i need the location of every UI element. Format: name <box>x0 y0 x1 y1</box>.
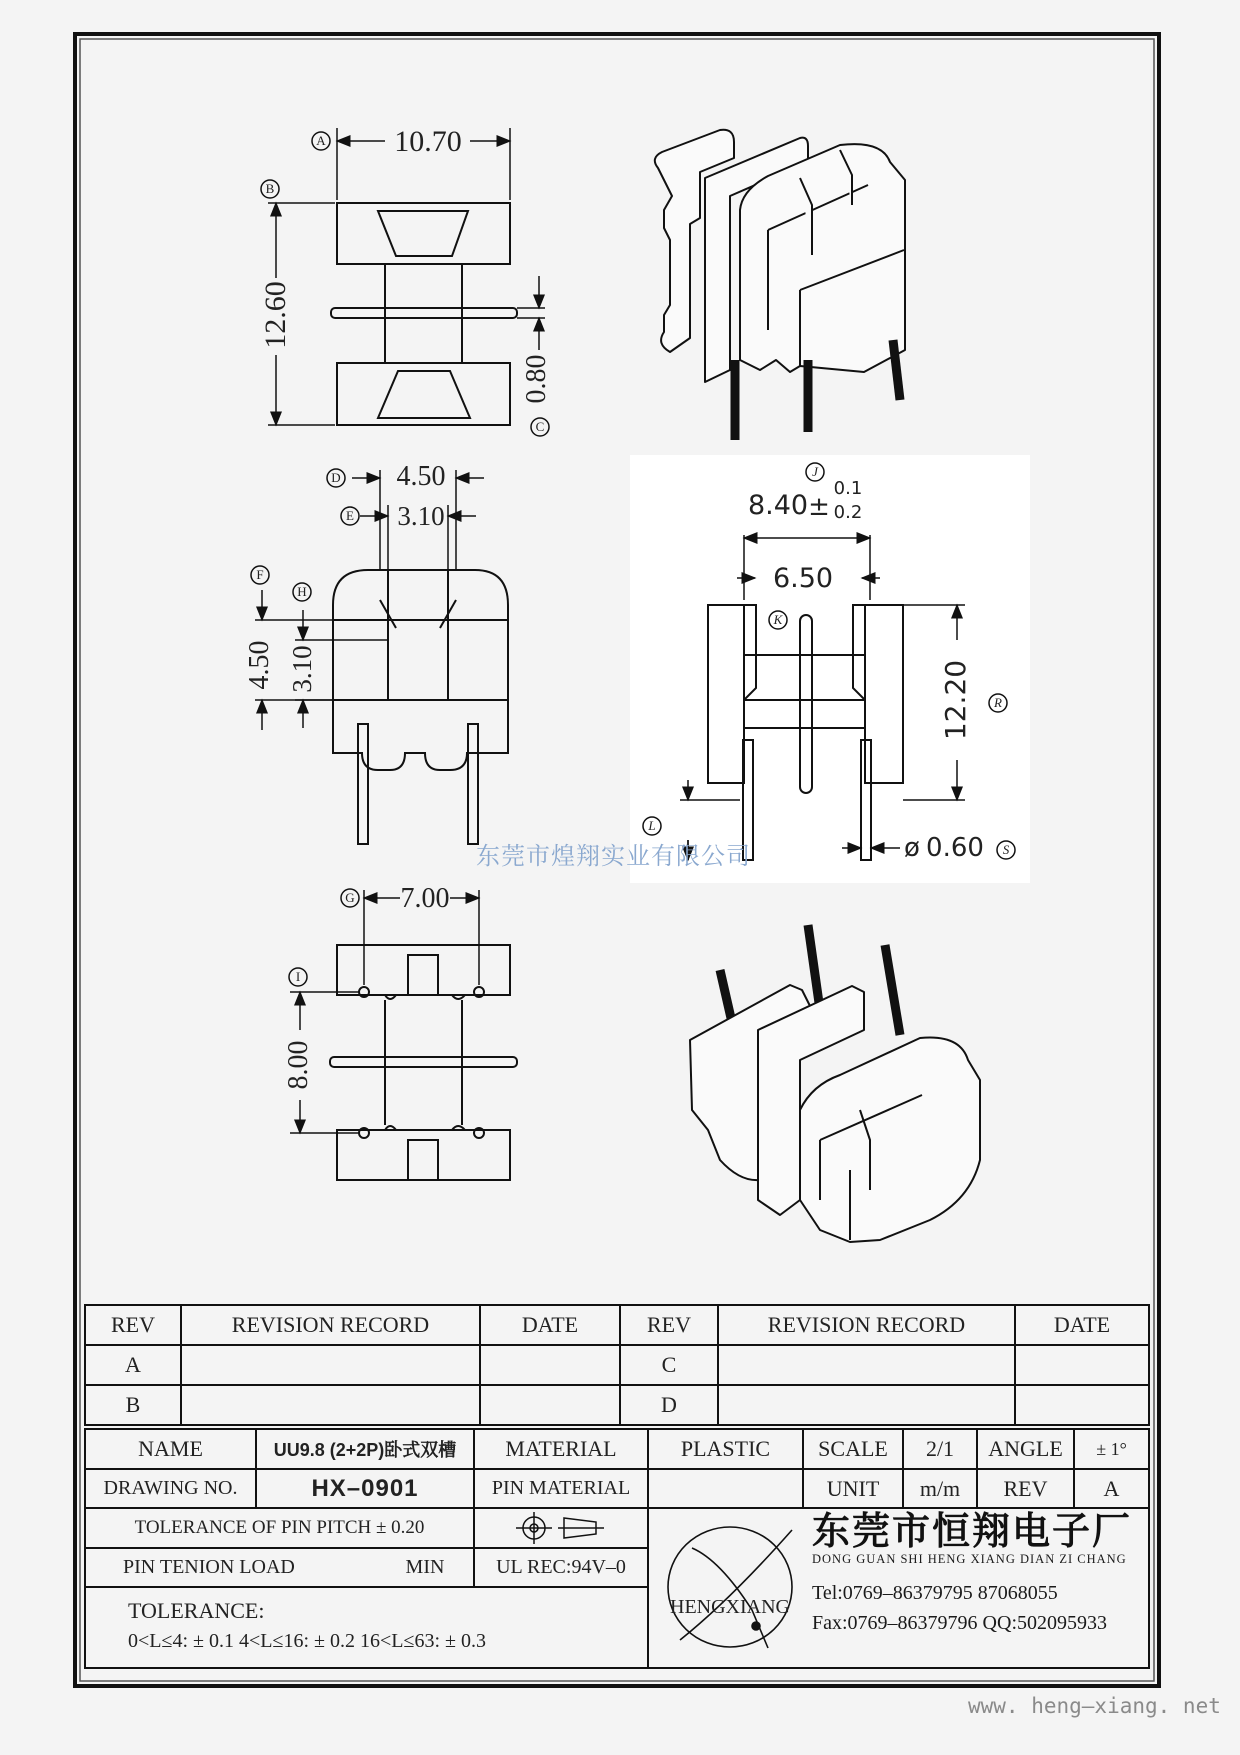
footer-url: www. heng–xiang. net <box>968 1694 1221 1718</box>
date-header-2: DATE <box>1053 1312 1111 1337</box>
callout-j: J <box>812 464 818 479</box>
name-label: NAME <box>138 1436 203 1461</box>
callout-r: R <box>994 695 1002 710</box>
ul-rec: UL REC:94V–0 <box>496 1556 626 1578</box>
material-value: PLASTIC <box>680 1436 771 1461</box>
rev-row-d: D <box>661 1392 677 1417</box>
dim-front-inner-6-50: 6.50 <box>772 562 834 594</box>
unit-value: m/m <box>919 1475 961 1501</box>
pitch-tolerance: TOLERANCE OF PIN PITCH ± 0.20 <box>134 1517 425 1538</box>
tolerance-sign: ± <box>808 492 830 522</box>
dim-front-width-8-40: 8.40 <box>747 489 809 521</box>
dim-side-width-4-50: 4.50 <box>396 461 446 492</box>
dim-pin-diameter-0-60: 0.60 <box>926 833 984 863</box>
scale-value: 2/1 <box>925 1436 955 1461</box>
drawing-no-value: HX–0901 <box>311 1474 419 1502</box>
date-header-1: DATE <box>521 1312 579 1337</box>
rev-row-a: A <box>125 1352 141 1377</box>
callout-h: H <box>297 584 307 599</box>
company-name-cn: 东莞市恒翔电子厂 <box>812 1509 1133 1553</box>
tolerance-plus: 0.1 <box>833 477 863 499</box>
callout-a: A <box>316 133 326 148</box>
dim-pitch-y-8-00: 8.00 <box>283 1040 314 1090</box>
dim-height-12-60: 12.60 <box>259 281 292 349</box>
dim-side-width-3-10: 3.10 <box>397 500 445 531</box>
rev-row-c: C <box>661 1352 677 1377</box>
revision-record-header-1: REVISION RECORD <box>231 1312 430 1337</box>
dim-front-height-12-20: 12.20 <box>938 659 972 741</box>
drawing-no-label: DRAWING NO. <box>103 1477 238 1499</box>
rev-label: REV <box>1003 1475 1048 1501</box>
rev-header-1: REV <box>111 1312 155 1337</box>
rev-row-b: B <box>125 1392 141 1417</box>
tolerance-title: TOLERANCE: <box>128 1598 265 1623</box>
dim-pitch-x-7-00: 7.00 <box>400 883 450 914</box>
unit-label: UNIT <box>826 1475 880 1501</box>
callout-l: L <box>648 818 656 833</box>
scale-label: SCALE <box>818 1436 888 1461</box>
rev-value: A <box>1103 1475 1120 1501</box>
dim-slot-0-80: 0.80 <box>521 354 552 404</box>
revision-record-header-2: REVISION RECORD <box>767 1312 966 1337</box>
pin-load-value: MIN <box>405 1556 445 1578</box>
dim-side-height-4-50: 4.50 <box>244 640 275 690</box>
angle-value: ± 1° <box>1096 1438 1127 1459</box>
callout-d: D <box>331 470 341 485</box>
pin-load-label: PIN TENION LOAD <box>123 1556 295 1578</box>
callout-c: C <box>535 419 545 434</box>
dim-width-10-70: 10.70 <box>394 125 462 158</box>
callout-s: S <box>1002 842 1010 857</box>
callout-b: B <box>265 181 275 196</box>
logo-text: HENGXIANG <box>670 1595 790 1618</box>
angle-label: ANGLE <box>988 1436 1063 1461</box>
callout-g: G <box>345 890 355 905</box>
rev-header-2: REV <box>647 1312 691 1337</box>
material-label: MATERIAL <box>505 1436 617 1461</box>
company-tel: Tel:0769–86379795 87068055 <box>812 1582 1058 1604</box>
pin-material-label: PIN MATERIAL <box>491 1477 631 1499</box>
callout-e: E <box>346 508 354 523</box>
callout-k: K <box>773 612 783 627</box>
diameter-symbol: ø <box>904 833 920 863</box>
company-fax: Fax:0769–86379796 QQ:502095933 <box>812 1612 1107 1634</box>
dim-side-height-3-10: 3.10 <box>286 645 317 693</box>
watermark-text: 东莞市煌翔实业有限公司 <box>476 842 751 870</box>
callout-f: F <box>256 567 264 582</box>
name-value: UU9.8 (2+2P)卧式双槽 <box>273 1440 457 1460</box>
callout-i: I <box>295 969 301 984</box>
tolerance-minus: 0.2 <box>833 501 863 523</box>
tolerance-values: 0<L≤4: ± 0.1 4<L≤16: ± 0.2 16<L≤63: ± 0.3 <box>128 1629 487 1652</box>
company-name-en: DONG GUAN SHI HENG XIANG DIAN ZI CHANG <box>812 1552 1127 1566</box>
